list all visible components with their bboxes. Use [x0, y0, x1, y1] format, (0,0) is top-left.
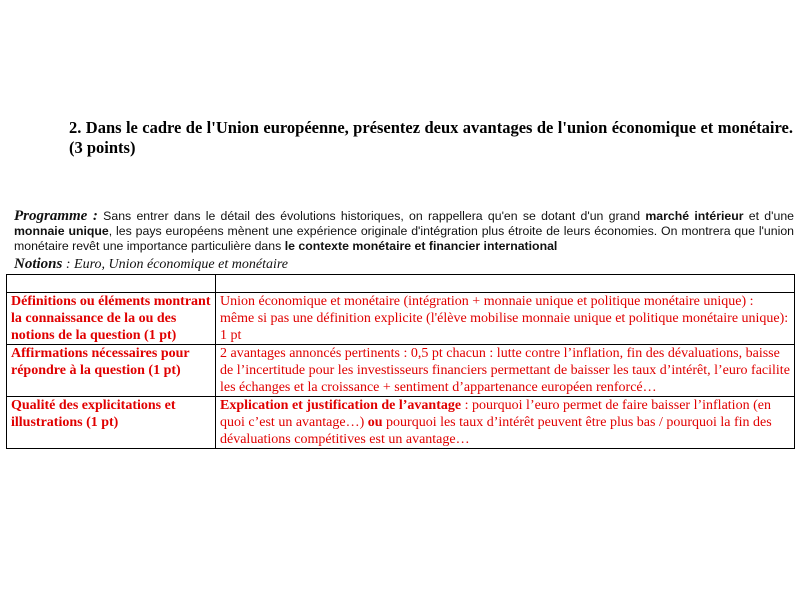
- description-cell: [216, 397, 795, 449]
- programme-text-3: , les pays européens mènent une expérience originale d'intégration plus étroite de leurs économies. On montrera que l'union monétaire revêt une importance particulière dans: [14, 224, 794, 253]
- description-cell: 2 avantages annoncés pertinents : 0,5 pt chacun : lutte contre l’inflation, fin des dévaluations, baisse de l’incertitude pour les investisseurs financiers permettant de baisser les taux d’intérêt, l’euro facilite les échanges et la croissance + sentiment d’appartenance européen renforcé…: [216, 345, 795, 397]
- table-row: [7, 293, 795, 345]
- notions-text: : Euro, Union économique et monétaire: [62, 257, 288, 272]
- grading-table: [6, 274, 795, 449]
- programme-text-1: Sans entrer dans le détail des évolutions historiques, on rappellera qu'en se dotant d'un grand: [97, 209, 646, 223]
- description-bold-2: ou: [367, 415, 383, 430]
- notions-line: [14, 256, 794, 273]
- programme-bold-contexte: le contexte monétaire et financier international: [284, 239, 558, 253]
- programme-bold-monnaie: monnaie unique: [14, 224, 109, 238]
- programme-bold-marche: marché intérieur: [645, 209, 744, 223]
- criterion-cell: Affirmations nécessaires pour répondre à la question (1 pt): [7, 345, 216, 397]
- table-header-cell-description: [216, 275, 795, 293]
- criterion-cell: Définitions ou éléments montrant la connaissance de la ou des notions de la question (1 pt): [7, 293, 216, 345]
- description-text-1: : pourquoi l’euro permet de faire baisser l’inflation (en quoi c’est un avantage…): [220, 398, 771, 430]
- table-header-cell-criterion: [7, 275, 216, 293]
- table-header-row: [7, 275, 795, 293]
- programme-paragraph: [14, 209, 794, 254]
- programme-text-2: et d'une: [743, 209, 795, 223]
- notions-label: Notions: [14, 256, 63, 272]
- description-text-2: pourquoi les taux d’intérêt peuvent être plus bas / pourquoi la fin des dévaluations compétitives est un avantage…: [220, 415, 772, 447]
- table-row: [7, 345, 795, 397]
- question-heading: 2. Dans le cadre de l'Union européenne, présentez deux avantages de l'union économique et monétaire. (3 points): [69, 118, 793, 157]
- description-bold-1: Explication et justification de l’avantage: [220, 398, 462, 413]
- description-cell: Union économique et monétaire (intégration + monnaie unique et politique monétaire unique) : même si pas une définition explicite (l'élève mobilise monnaie unique et politique monétaire unique): 1 pt: [216, 293, 795, 345]
- criterion-cell: Qualité des explicitations et illustrations (1 pt): [7, 397, 216, 449]
- programme-label: Programme :: [14, 208, 98, 224]
- table-row: [7, 397, 795, 449]
